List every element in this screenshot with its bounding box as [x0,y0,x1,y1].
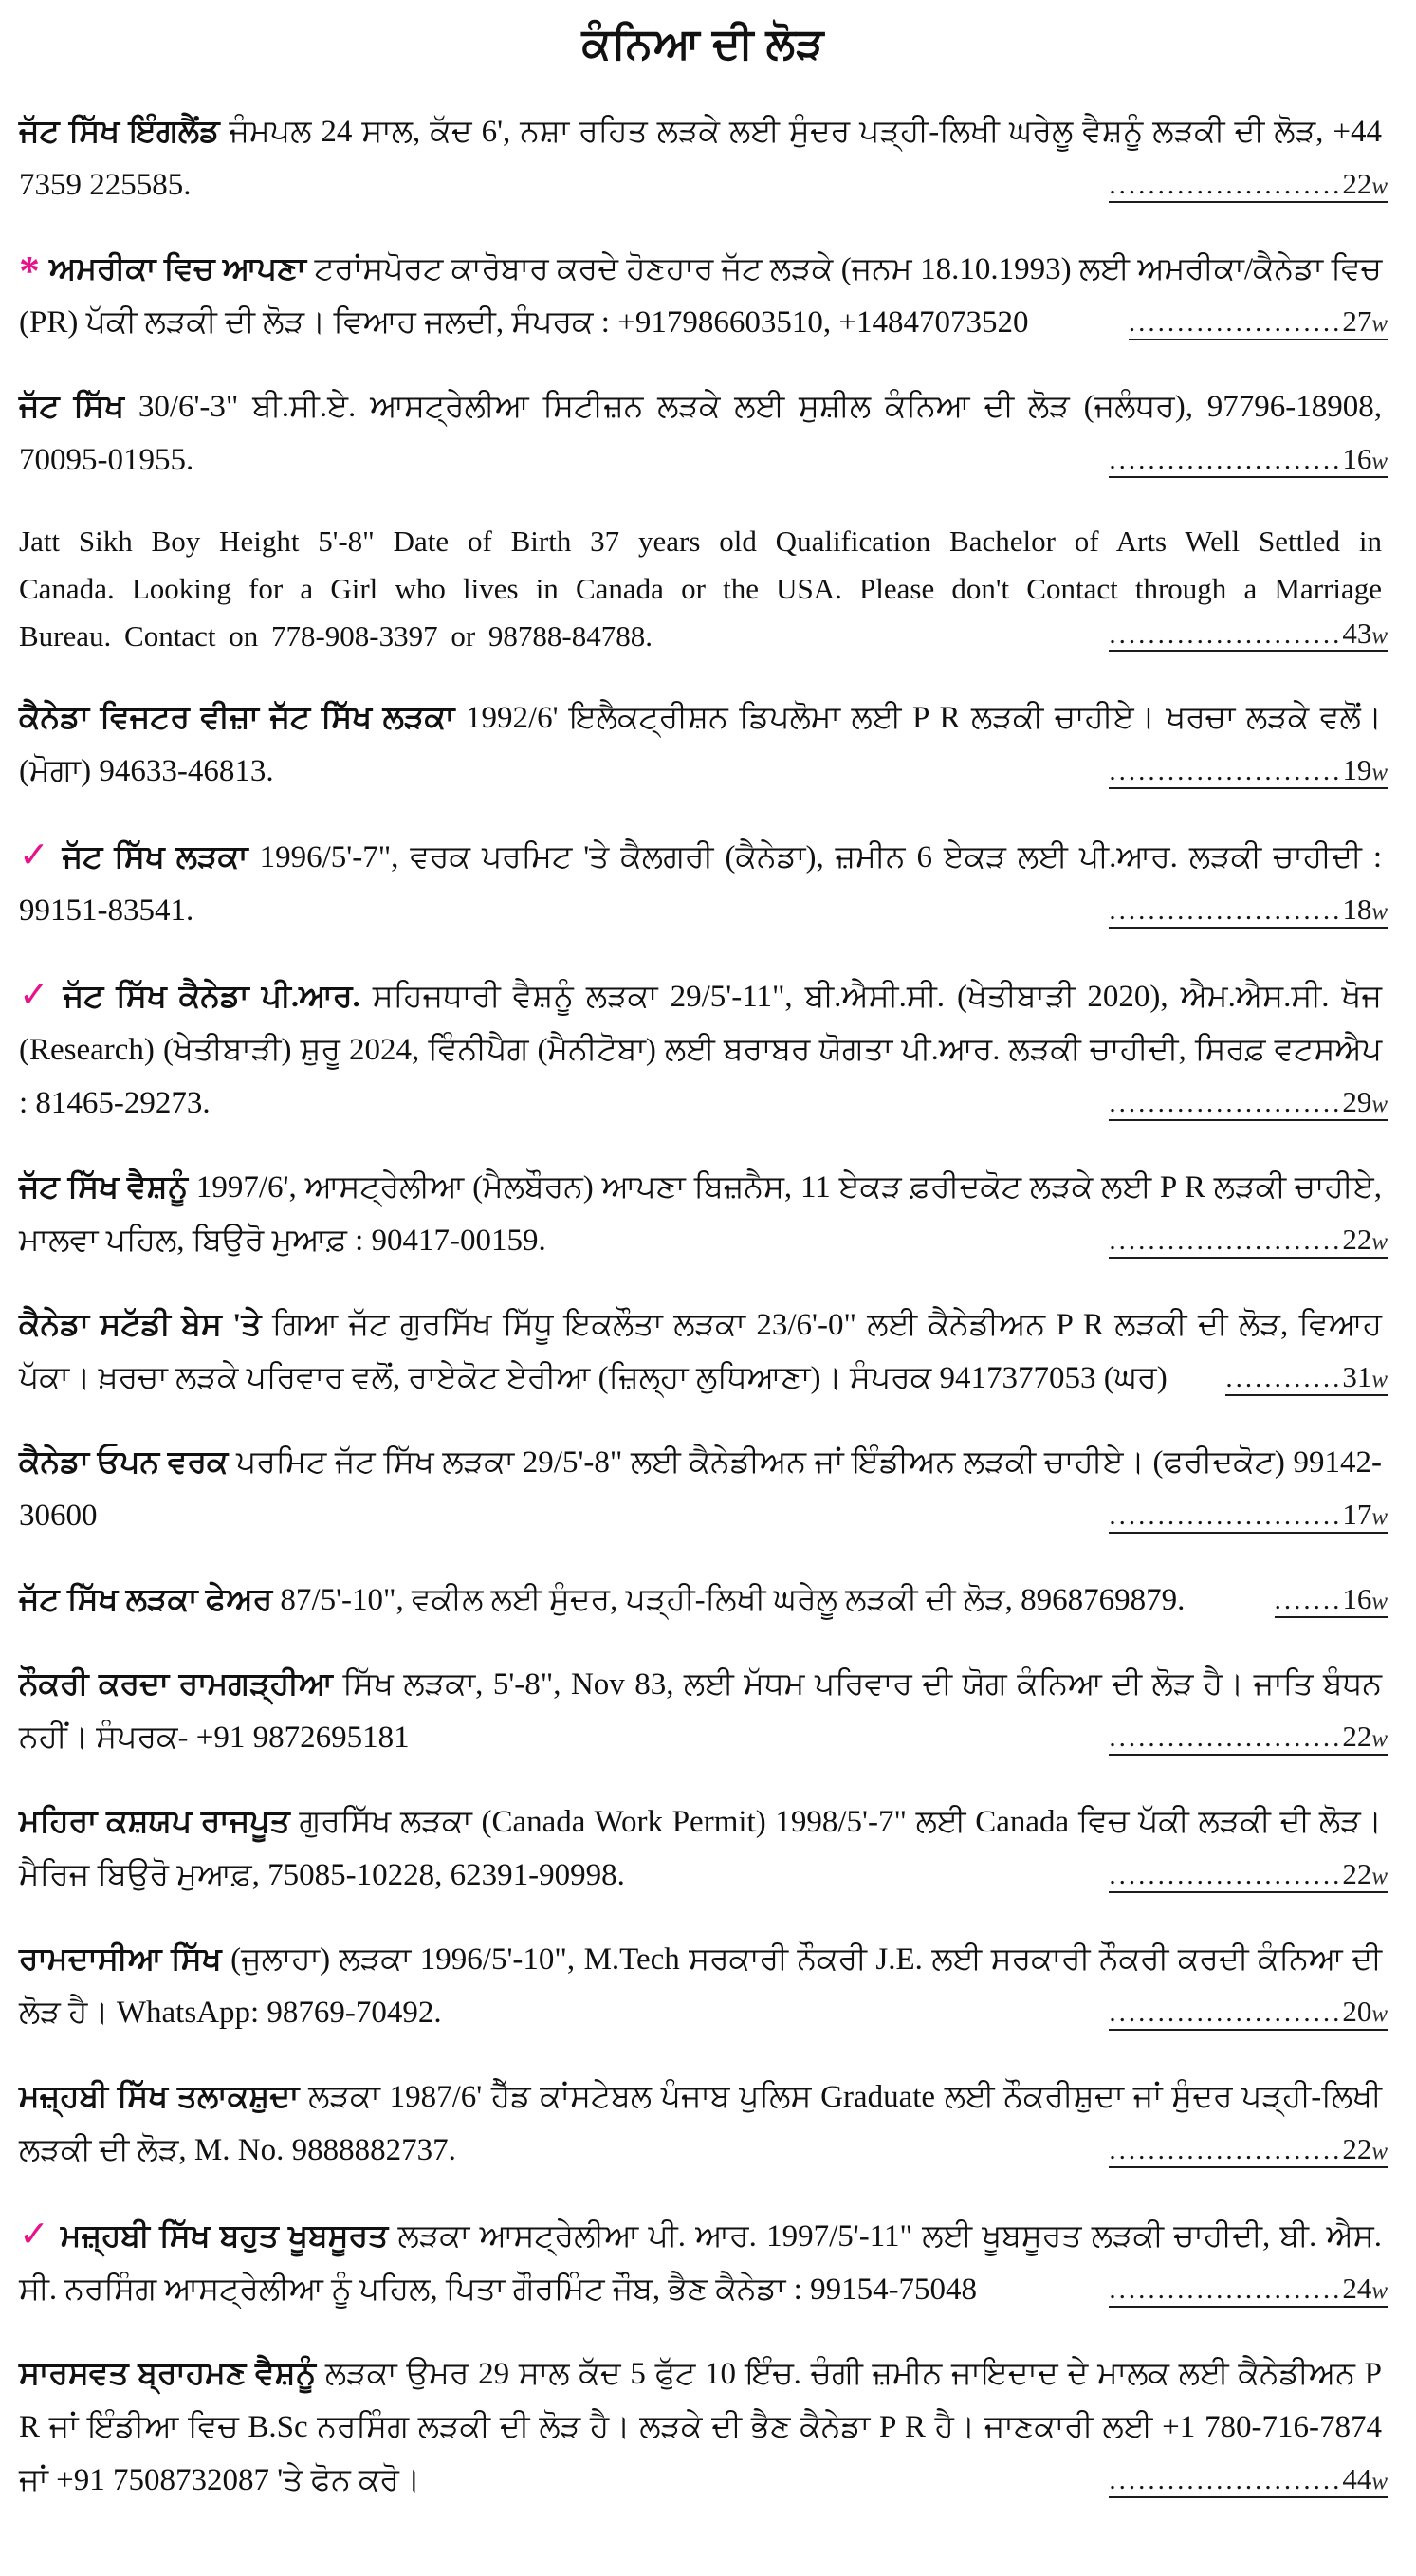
ad-marker-icon: ✓ [19,975,54,1015]
ad-marker-icon: ✓ [19,2215,51,2254]
ad-item [19,1298,1388,1405]
dotted-leader: ........................ [1109,1225,1343,1256]
word-count-number: 44 [1342,2462,1372,2495]
ad-lead-text: ਜੱਟ ਸਿੱਖ [19,390,125,424]
word-count-suffix: w [1371,899,1388,925]
ad-item [19,2070,1388,2177]
page-title: ਕੰਨਿਆ ਦੀ ਲੋੜ [581,20,825,67]
ad-lead-text: ਮਹਿਰਾ ਕਸ਼ਯਪ ਰਾਜਪੂਤ [19,1805,290,1839]
dotted-leader: ........................ [1109,1722,1343,1753]
ad-body-text: ਲੜਕਾ 1987/6' ਹੈੱਡ ਕਾਂਸਟੇਬਲ ਪੰਜਾਬ ਪੁਲਿਸ Graduate ਲਈ ਨੌਕਰੀਸ਼ੁਦਾ ਜਾਂ ਸੁੰਦਰ ਪੜ੍ਹੀ-ਲਿਖੀ ਲੜਕੀ ਦੀ ਲੋੜ, M. No. 9888882737. [19,2080,1382,2167]
word-count-number: 17 [1342,1498,1372,1531]
word-count-number: 16 [1342,442,1372,475]
word-count-suffix: w [1371,1589,1388,1614]
ad-body-text: ਲੜਕਾ ਉਮਰ 29 ਸਾਲ ਕੱਦ 5 ਫੁੱਟ 10 ਇੰਚ. ਚੰਗੀ ਜ਼ਮੀਨ ਜਾਇਦਾਦ ਦੇ ਮਾਲਕ ਲਈ ਕੈਨੇਡੀਅਨ P R ਜਾਂ ਇੰਡੀਆ ਵਿਚ B.Sc ਨਰਸਿੰਗ ਲੜਕੀ ਦੀ ਲੋੜ ਹੈ। ਲੜਕੇ ਦੀ ਭੈਣ ਕੈਨੇਡਾ P R ਹੈ। ਜਾਣਕਾਰੀ ਲਈ +1 780-716-7874 ਜਾਂ +91 7508732087 'ਤੇ ਫੋਨ ਕਰੋ। [19,2357,1383,2497]
dotted-leader: ...................... [1128,307,1343,338]
ad-body-text: ਸਿੱਖ ਲੜਕਾ, 5'-8", Nov 83, ਲਈ ਮੱਧਮ ਪਰਿਵਾਰ ਦੀ ਯੋਗ ਕੰਨਿਆ ਦੀ ਲੋੜ ਹੈ। ਜਾਤਿ ਬੰਧਨ ਨਹੀਂ। ਸੰਪਰਕ- +91 9872695181 [19,1667,1382,1755]
word-count-number: 19 [1342,753,1372,786]
ad-lead-text: ਸਾਰਸਵਤ ਬ੍ਰਾਹਮਣ ਵੈਸ਼ਨੂੰ [19,2357,317,2391]
word-count-suffix: w [1371,760,1388,785]
ad-item [19,691,1388,798]
ad-body-text: ਸਹਿਜਧਾਰੀ ਵੈਸ਼ਨੂੰ ਲੜਕਾ 29/5'-11", ਬੀ.ਐਸੀ.ਸੀ. (ਖੇਤੀਬਾੜੀ 2020), ਐਮ.ਐਸ.ਸੀ. ਖੋਜ (Research) (ਖੇਤੀਬਾੜੀ) ਸ਼ੁਰੂ 2024, ਵਿੰਨੀਪੈਗ (ਮੈਨੀਟੋਬਾ) ਲਈ ਬਰਾਬਰ ਯੋਗਤਾ ਪੀ.ਆਰ. ਲੜਕੀ ਚਾਹੀਦੀ, ਸਿਰਫ਼ ਵਟਸਐਪ : 81465-29273. [19,980,1382,1120]
ad-word-count [1109,894,1388,929]
dotted-leader: ....... [1274,1585,1343,1615]
ad-word-count [1109,1996,1388,2031]
ad-item [19,2347,1388,2507]
word-count-number: 31 [1342,1360,1372,1393]
ad-word-count [1109,2464,1388,2498]
dotted-leader: ........................ [1109,2135,1343,2165]
dotted-leader: ........................ [1109,756,1343,786]
word-count-suffix: w [1371,311,1388,337]
ad-lead-text: ਮਜ਼੍ਹਬੀ ਸਿੱਖ ਤਲਾਕਸ਼ੁਦਾ [19,2080,300,2114]
ad-marker-icon: ✓ [19,836,53,875]
ad-lead-text: ਕੈਨੇਡਾ ਸਟੱਡੀ ਬੇਸ 'ਤੇ [19,1308,262,1342]
dotted-leader: ........................ [1109,2274,1343,2305]
ad-lead-text: ਕੈਨੇਡਾ ਓਪਨ ਵਰਕ [19,1445,229,1480]
ad-body-text: 87/5'-10", ਵਕੀਲ ਲਈ ਸੁੰਦਰ, ਪੜ੍ਹੀ-ਲਿਖੀ ਘਰੇਲੂ ਲੜਕੀ ਦੀ ਲੋੜ, 8968769879. [280,1583,1186,1617]
word-count-number: 22 [1342,1857,1372,1890]
ad-lead-text: ਮਜ਼੍ਹਬੀ ਸਿੱਖ ਬਹੁਤ ਖੂਬਸੂਰਤ [60,2219,389,2254]
word-count-suffix: w [1371,2278,1388,2304]
word-count-number: 24 [1342,2272,1372,2305]
dotted-leader: ........................ [1109,1500,1343,1531]
ad-item [19,1161,1388,1267]
word-count-suffix: w [1371,2469,1388,2494]
ad-body-text: ਗਿਆ ਜੱਟ ਗੁਰਸਿੱਖ ਸਿੱਧੂ ਇਕਲੌਤਾ ਲੜਕਾ 23/6'-0" ਲਈ ਕੈਨੇਡੀਅਨ P R ਲੜਕੀ ਦੀ ਲੋੜ, ਵਿਆਹ ਪੱਕਾ। ਖ਼ਰਚਾ ਲੜਕੇ ਪਰਿਵਾਰ ਵਲੋਂ, ਰਾਏਕੋਟ ਏਰੀਆ (ਜ਼ਿਲ੍ਹਾ ਲੁਧਿਆਣਾ)। ਸੰਪਰਕ 9417377053 (ਘਰ) [19,1308,1382,1395]
word-count-number: 22 [1342,2132,1372,2165]
ad-word-count [1109,1224,1388,1259]
word-count-suffix: w [1371,1092,1388,1117]
ad-word-count [1129,306,1388,340]
word-count-suffix: w [1371,1229,1388,1255]
dotted-leader: ........................ [1109,619,1343,650]
ad-lead-text: ਜੱਟ ਸਿੱਖ ਲੜਕਾ ਫੇਅਰ [19,1583,273,1617]
ad-lead-text: ਰਾਮਦਾਸੀਆ ਸਿੱਖ [19,1942,222,1977]
word-count-number: 27 [1342,304,1372,338]
ad-word-count [1225,1362,1388,1396]
ad-word-count [1109,1721,1388,1756]
word-count-suffix: w [1371,2001,1388,2027]
ad-word-count [1109,2273,1388,2308]
ad-item [19,1933,1388,2039]
ad-lead-text: ਜੱਟ ਸਿੱਖ ਵੈਸ਼ਨੂੰ [19,1170,189,1205]
ad-word-count [1109,169,1388,203]
ad-item [19,1436,1388,1542]
word-count-number: 22 [1342,1223,1372,1256]
dotted-leader: ........................ [1109,2465,1343,2495]
word-count-number: 20 [1342,1995,1372,2028]
ad-marker-icon: * [19,248,40,294]
ad-word-count [1109,444,1388,478]
ad-lead-text: ਕੈਨੇਡਾ ਵਿਜਟਰ ਵੀਜ਼ਾ ਜੱਟ ਸਿੱਖ ਲੜਕਾ [19,701,455,735]
word-count-number: 22 [1342,167,1372,200]
ad-body-text: 1997/6', ਆਸਟ੍ਰੇਲੀਆ (ਮੈਲਬੌਰਨ) ਆਪਣਾ ਬਿਜ਼ਨੈਸ, 11 ਏਕੜ ਫ਼ਰੀਦਕੋਟ ਲੜਕੇ ਲਈ P R ਲੜਕੀ ਚਾਹੀਏ, ਮਾਲਵਾ ਪਹਿਲ, ਬਿਉਰੋ ਮੁਆਫ਼ : 90417-00159. [19,1170,1382,1258]
ad-word-count [1109,618,1388,652]
ad-body-text: ਗੁਰਸਿੱਖ ਲੜਕਾ (Canada Work Permit) 1998/5'-7" ਲਈ Canada ਵਿਚ ਪੱਕੀ ਲੜਕੀ ਦੀ ਲੋੜ। ਮੈਰਿਜ ਬਿਉਰੋ ਮੁਆਫ਼, 75085-10228, 62391-90998. [19,1805,1382,1892]
word-count-number: 43 [1342,616,1372,650]
ad-word-count [1275,1584,1388,1618]
ad-body-text: ਲੜਕਾ ਆਸਟ੍ਰੇਲੀਆ ਪੀ. ਆਰ. 1997/5'-11" ਲਈ ਖੂਬਸੂਰਤ ਲੜਕੀ ਚਾਹੀਦੀ, ਬੀ. ਐਸ. ਸੀ. ਨਰਸਿੰਗ ਆਸਟ੍ਰੇਲੀਆ ਨੂੰ ਪਹਿਲ, ਪਿਤਾ ਗੌਰਮਿੰਟ ਜੌਬ, ਭੈਣ ਕੈਨੇਡਾ : 99154-75048 [19,2219,1383,2307]
word-count-suffix: w [1371,2139,1388,2164]
ad-item [19,1795,1388,1902]
dotted-leader: ........................ [1109,445,1343,475]
ad-word-count [1109,2134,1388,2168]
ad-item [19,1573,1388,1627]
word-count-suffix: w [1371,1726,1388,1752]
ad-body-text: 1992/6' ਇਲੈਕਟ੍ਰੀਸ਼ਨ ਡਿਪਲੋਮਾ ਲਈ P R ਲੜਕੀ ਚਾਹੀਏ। ਖਰਚਾ ਲੜਕੇ ਵਲੋਂ। (ਮੋਗਾ) 94633-46813. [19,701,1383,788]
word-count-suffix: w [1371,1504,1388,1530]
ad-item [19,1658,1388,1764]
ad-body-text: 30/6'-3" ਬੀ.ਸੀ.ਏ. ਆਸਟ੍ਰੇਲੀਆ ਸਿਟੀਜ਼ਨ ਲੜਕੇ ਲਈ ਸੁਸ਼ੀਲ ਕੰਨਿਆ ਦੀ ਲੋੜ (ਜਲੰਧਰ), 97796-18908, 70095-01955. [19,390,1382,477]
ad-lead-text: ਜੱਟ ਸਿੱਖ ਲੜਕਾ [62,840,248,874]
ad-body-text: Jatt Sikh Boy Height 5'-8" Date of Birth 37 years old Qualification Bachelor of Arts Well Settled in Canada. Looking for a Girl who lives in Canada or the USA. Please don't Contact through a Marriage Bureau. Contact on 778-908-3397 or 98788-84788. [19,524,1382,653]
ad-lead-text: ਨੌਕਰੀ ਕਰਦਾ ਰਾਮਗੜ੍ਹੀਆ [19,1667,333,1702]
word-count-number: 29 [1342,1085,1372,1118]
word-count-suffix: w [1371,1367,1388,1392]
word-count-suffix: w [1371,1864,1388,1889]
ad-word-count [1109,755,1388,789]
word-count-suffix: w [1371,623,1388,649]
word-count-suffix: w [1371,449,1388,474]
ad-word-count [1109,1859,1388,1893]
ad-item [19,380,1388,487]
ad-item [19,968,1388,1130]
ad-lead-text: ਜੱਟ ਸਿੱਖ ਕੈਨੇਡਾ ਪੀ.ਆਰ. [63,980,360,1014]
ad-lead-text: ਅਮਰੀਕਾ ਵਿਚ ਆਪਣਾ [49,252,306,286]
ad-lead-text: ਜੱਟ ਸਿੱਖ ਇੰਗਲੈਂਡ [19,115,220,149]
ad-word-count [1109,1500,1388,1534]
dotted-leader: ........................ [1109,1860,1343,1890]
dotted-leader: ........................ [1109,895,1343,926]
ad-item [19,829,1388,937]
word-count-number: 16 [1342,1582,1372,1615]
ad-body-text: ਪਰਮਿਟ ਜੱਟ ਸਿੱਖ ਲੜਕਾ 29/5'-8" ਲਈ ਕੈਨੇਡੀਅਨ ਜਾਂ ਇੰਡੀਅਨ ਲੜਕੀ ਚਾਹੀਏ। (ਫਰੀਦਕੋਟ) 99142-30600 [19,1445,1382,1533]
dotted-leader: ........................ [1109,1088,1343,1118]
ad-body-text: ਜੰਮਪਲ 24 ਸਾਲ, ਕੱਦ 6', ਨਸ਼ਾ ਰਹਿਤ ਲੜਕੇ ਲਈ ਸੁੰਦਰ ਪੜ੍ਹੀ-ਲਿਖੀ ਘਰੇਲੂ ਵੈਸ਼ਨੂੰ ਲੜਕੀ ਦੀ ਲੋੜ, +44 7359 225585. [19,115,1382,202]
dotted-leader: ............ [1225,1363,1343,1393]
ad-item [19,105,1388,212]
ad-list [19,105,1388,2507]
ad-word-count [1109,1087,1388,1121]
dotted-leader: ........................ [1109,1997,1343,2028]
word-count-number: 18 [1342,892,1372,926]
ad-item [19,2208,1388,2316]
ad-body-text: 1996/5'-7", ਵਰਕ ਪਰਮਿਟ 'ਤੇ ਕੈਲਗਰੀ (ਕੈਨੇਡਾ), ਜ਼ਮੀਨ 6 ਏਕੜ ਲਈ ਪੀ.ਆਰ. ਲੜਕੀ ਚਾਹੀਦੀ : 99151-83541. [19,840,1383,928]
ad-item [19,243,1388,349]
ad-body-text: ਟਰਾਂਸਪੋਰਟ ਕਾਰੋਬਾਰ ਕਰਦੇ ਹੋਣਹਾਰ ਜੱਟ ਲੜਕੇ (ਜਨਮ 18.10.1993) ਲਈ ਅਮਰੀਕਾ/ਕੈਨੇਡਾ ਵਿਚ (PR) ਪੱਕੀ ਲੜਕੀ ਦੀ ਲੋੜ। ਵਿਆਹ ਜਲਦੀ, ਸੰਪਰਕ : +917986603510, +14847073520 [19,252,1383,340]
word-count-suffix: w [1371,174,1388,199]
ad-item [19,518,1388,660]
word-count-number: 22 [1342,1720,1372,1753]
dotted-leader: ........................ [1109,170,1343,200]
ad-body-text: (ਜੁਲਾਹਾ) ਲੜਕਾ 1996/5'-10", M.Tech ਸਰਕਾਰੀ ਨੌਕਰੀ J.E. ਲਈ ਸਰਕਾਰੀ ਨੌਕਰੀ ਕਰਦੀ ਕੰਨਿਆ ਦੀ ਲੋੜ ਹੈ। WhatsApp: 98769-70492. [19,1942,1382,2030]
